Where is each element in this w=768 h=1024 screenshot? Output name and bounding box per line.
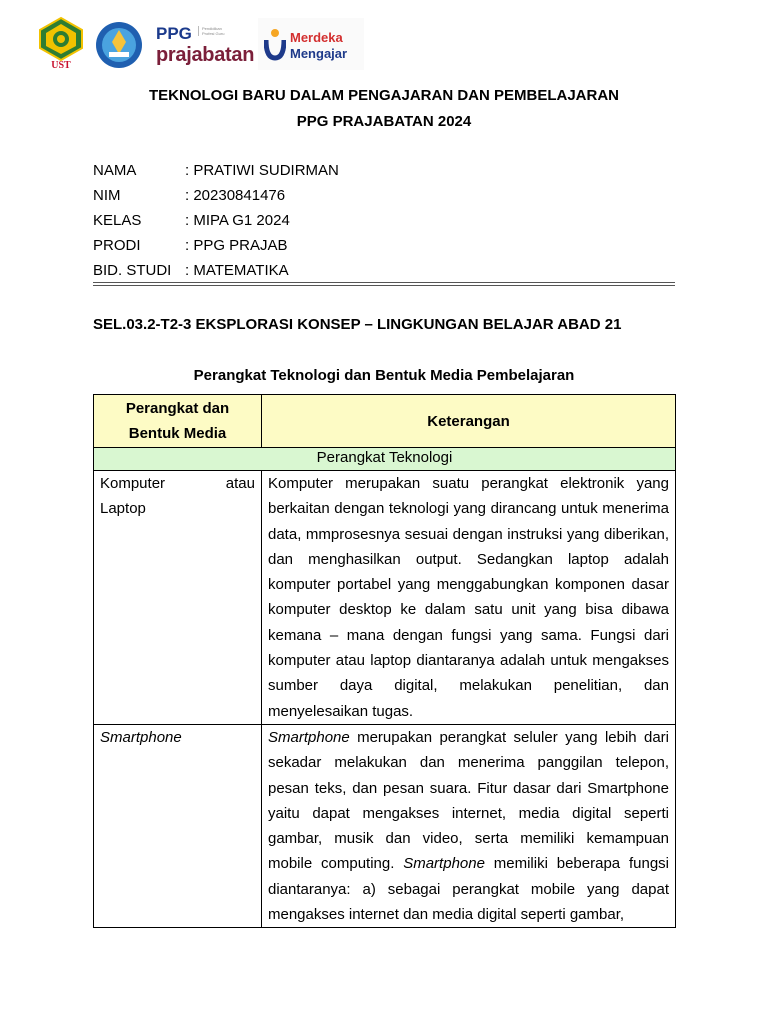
- device-name-line1: [100, 471, 255, 496]
- info-value: : PRATIWI SUDIRMAN: [185, 162, 339, 179]
- device-name-line2: Laptop: [100, 500, 146, 517]
- description-italic: Smartphone: [403, 855, 485, 873]
- info-label: BID. STUDI: [93, 262, 172, 279]
- logo-bar: [36, 16, 376, 74]
- table-title: Perangkat Teknologi dan Bentuk Media Pembelajaran: [193, 367, 575, 384]
- ust-label: UST: [51, 60, 71, 71]
- description-italic: Smartphone: [268, 728, 350, 746]
- kemendikbud-logo: [94, 20, 144, 70]
- ust-emblem-icon: [36, 16, 86, 62]
- table-header-row: [94, 395, 676, 448]
- tut-wuri-handayani-icon: [94, 20, 144, 70]
- ppg-logo-text: PPG: [156, 24, 192, 43]
- info-label: NIM: [93, 187, 121, 204]
- info-label: KELAS: [93, 212, 142, 229]
- ust-logo: [36, 16, 86, 74]
- info-row-prodi: [93, 235, 339, 260]
- info-row-kelas: [93, 210, 339, 235]
- ppg-logo-tagline: Pendidikan Profesi Guru: [198, 26, 232, 36]
- table-row: [94, 471, 676, 725]
- info-value: : PPG PRAJAB: [185, 237, 288, 254]
- column-header-description: Keterangan: [262, 395, 676, 448]
- divider-line: [93, 285, 675, 286]
- info-label: PRODI: [93, 237, 141, 254]
- ppg-prajabatan-logo: [154, 24, 254, 70]
- merdeka-logo-line1: Merdeka: [290, 30, 343, 45]
- column-header-device: [94, 395, 262, 448]
- divider-line: [93, 282, 675, 283]
- info-value: : MATEMATIKA: [185, 262, 289, 279]
- description-text: memiliki beberapa fungsi diantaranya: a) sebagai perangkat mobile yang dapat mengakses internet dan media digital seperti gambar,: [268, 855, 669, 924]
- section-title: SEL.03.2-T2-3 EKSPLORASI KONSEP – LINGKUNGAN BELAJAR ABAD 21: [93, 316, 622, 333]
- table-row: [94, 724, 676, 927]
- info-label: NAMA: [93, 162, 137, 179]
- ppg-logo-subtext: prajabatan: [156, 44, 255, 66]
- description-text: merupakan perangkat seluler yang lebih dari sekadar melakukan dan menerima panggilan telepon, pesan teks, dan pesan suara. Fitur dasar dari Smartphone yaitu dapat mengakses internet, media digital seperti gambar, musik dan video, serta memiliki kemampuan mobile computing.: [268, 728, 669, 873]
- device-cell: Smartphone: [94, 724, 262, 927]
- document-title-line2: PPG PRAJABATAN 2024: [296, 113, 472, 130]
- document-title-line1: TEKNOLOGI BARU DALAM PENGAJARAN DAN PEMBELAJARAN: [148, 87, 619, 104]
- student-info: [93, 160, 339, 285]
- column-header-device-line2: Bentuk Media: [128, 425, 227, 442]
- info-value: : 20230841476: [185, 187, 286, 204]
- media-table: [93, 394, 676, 928]
- info-value: : MIPA G1 2024: [185, 212, 290, 229]
- merdeka-mengajar-mark-icon: [264, 28, 286, 62]
- group-label: Perangkat Teknologi: [94, 448, 676, 471]
- description-cell: [262, 724, 676, 927]
- merdeka-mengajar-logo: [258, 18, 364, 70]
- device-word: atau: [225, 475, 255, 492]
- device-cell: [94, 471, 262, 725]
- column-header-device-line1: Perangkat dan: [125, 400, 230, 417]
- merdeka-logo-line2: Mengajar: [290, 46, 348, 61]
- table-group-row: [94, 448, 676, 471]
- device-word: Komputer: [100, 475, 166, 492]
- description-cell: Komputer merupakan suatu perangkat elektronik yang berkaitan dengan teknologi yang dirancang untuk menerima data, mmprosesnya sesuai dengan instruksi yang diberikan, dan menghasilkan output. Sedangkan laptop adalah komputer portabel yang menggabungkan komponen dasar komputer desktop ke dalam satu unit yang bisa dibawa kemana – mana dengan fungsi yang sama. Fungsi dari komputer atau laptop diantaranya adalah untuk mengakses sumber daya digital, melakukan penelitian, dan menyelesaikan tugas.: [262, 471, 676, 725]
- info-row-nama: [93, 160, 339, 185]
- info-row-nim: [93, 185, 339, 210]
